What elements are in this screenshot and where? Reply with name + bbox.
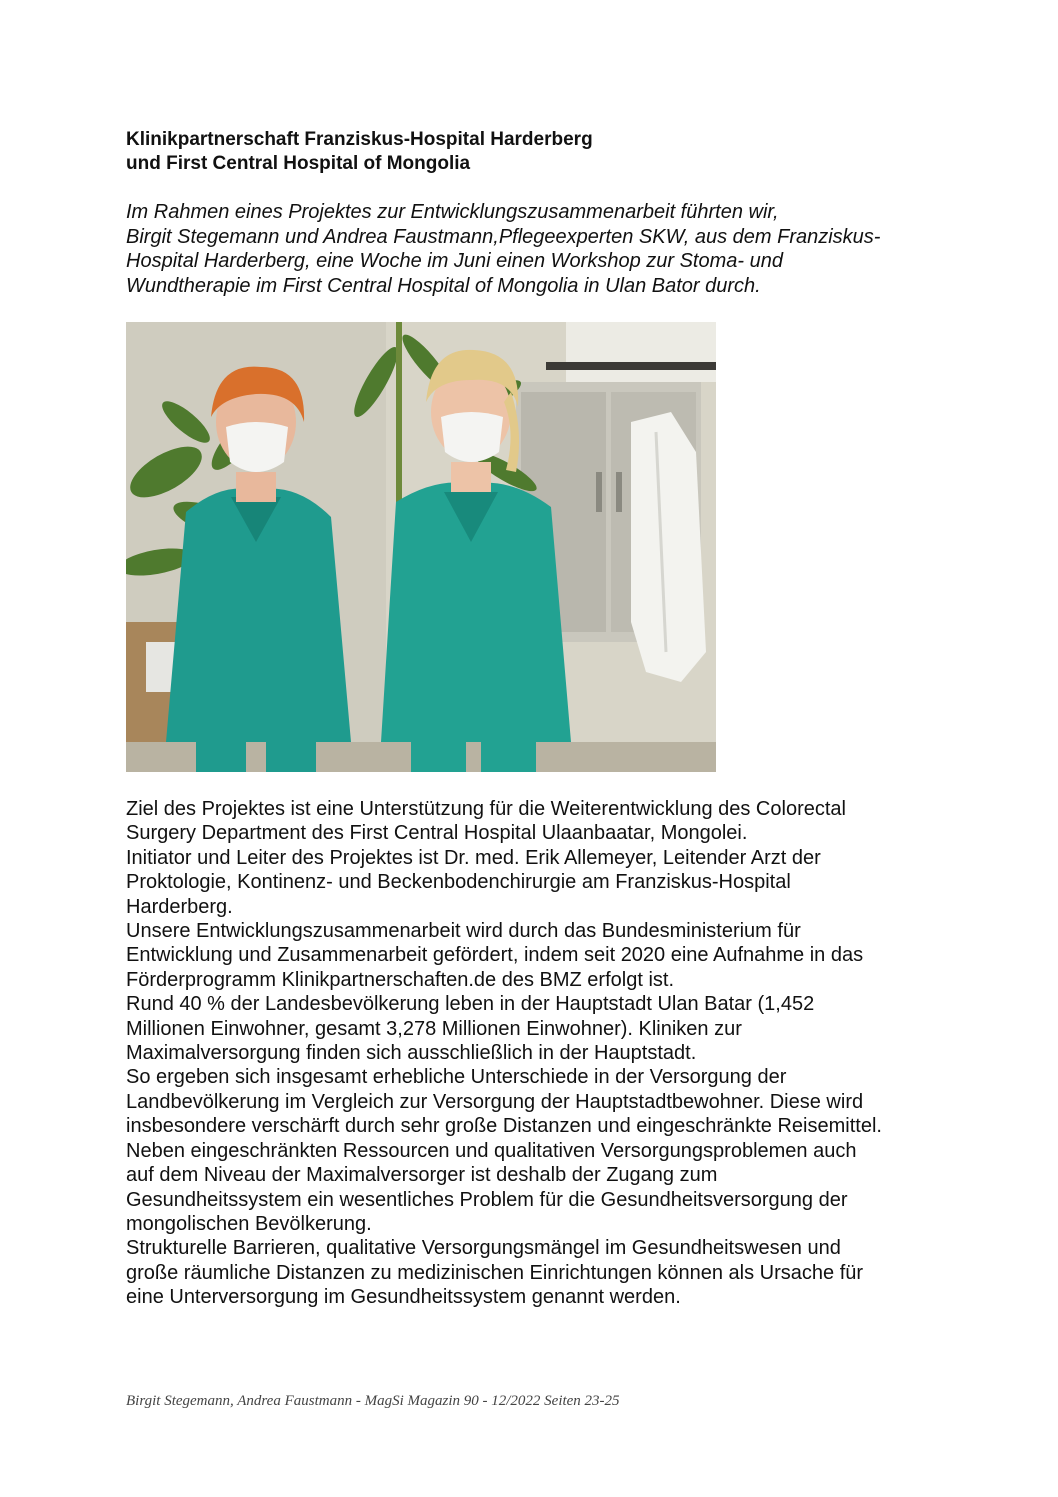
intro-paragraph — [126, 200, 966, 298]
body-line: insbesondere verschärft durch sehr große Distanzen und eingeschränkte Reisemittel. — [126, 1115, 882, 1138]
body-line: Harderberg. — [126, 895, 233, 918]
page-footer: Birgit Stegemann, Andrea Faustmann - MagSi Magazin 90 - 12/2022 Seiten 23-25 — [126, 1393, 620, 1409]
article-title-line-1: Klinikpartnerschaft Franziskus-Hospital Harderberg — [126, 129, 593, 150]
intro-line: Birgit Stegemann und Andrea Faustmann,Pflegeexperten SKW, aus dem Franziskus- — [126, 225, 881, 248]
article-title-line-2: und First Central Hospital of Mongolia — [126, 153, 471, 174]
body-line: Maximalversorgung finden sich ausschließlich in der Hauptstadt. — [126, 1042, 697, 1065]
body-line: Unsere Entwicklungszusammenarbeit wird durch das Bundesministerium für — [126, 920, 801, 943]
body-line: Gesundheitssystem ein wesentliches Problem für die Gesundheitsversorgung der — [126, 1188, 848, 1211]
intro-line: Hospital Harderberg, eine Woche im Juni einen Workshop zur Stoma- und — [126, 250, 783, 272]
body-line: Landbevölkerung im Vergleich zur Versorgung der Hauptstadtbewohner. Diese wird — [126, 1090, 864, 1113]
intro-line: Wundtherapie im First Central Hospital of Mongolia in Ulan Bator durch. — [126, 274, 761, 297]
body-line: Entwicklung und Zusammenarbeit gefördert, indem seit 2020 eine Aufnahme in das — [126, 944, 864, 967]
intro-line: Im Rahmen eines Projektes zur Entwicklungszusammenarbeit führten wir, — [126, 201, 779, 223]
body-line: eine Unterversorgung im Gesundheitssystem genannt werden. — [126, 1286, 681, 1309]
body-line: Surgery Department des First Central Hospital Ulaanbaatar, Mongolei. — [126, 822, 748, 845]
body-line: Initiator und Leiter des Projektes ist Dr. med. Erik Allemeyer, Leitender Arzt der — [126, 846, 821, 869]
body-line: Ziel des Projektes ist eine Unterstützung für die Weiterentwicklung des Colorectal — [126, 798, 846, 820]
article-title — [126, 128, 946, 176]
body-line: Strukturelle Barrieren, qualitative Versorgungsmängel im Gesundheitswesen und — [126, 1237, 841, 1260]
body-line: große räumliche Distanzen zu medizinischen Einrichtungen können als Ursache für — [126, 1261, 864, 1284]
photo-two-nurses-in-scrubs — [126, 322, 716, 772]
body-line: Neben eingeschränkten Ressourcen und qualitativen Versorgungsproblemen auch — [126, 1139, 857, 1162]
body-line: Förderprogramm Klinikpartnerschaften.de des BMZ erfolgt ist. — [126, 968, 674, 991]
body-line: auf dem Niveau der Maximalversorger ist deshalb der Zugang zum — [126, 1164, 718, 1187]
body-line: Proktologie, Kontinenz- und Beckenbodenchirurgie am Franziskus-Hospital — [126, 871, 791, 894]
body-line: mongolischen Bevölkerung. — [126, 1212, 372, 1235]
body-line: So ergeben sich insgesamt erhebliche Unterschiede in der Versorgung der — [126, 1066, 787, 1089]
body-line: Rund 40 % der Landesbevölkerung leben in der Hauptstadt Ulan Batar (1,452 — [126, 993, 815, 1016]
article-photo — [126, 322, 716, 772]
body-line: Millionen Einwohner, gesamt 3,278 Millionen Einwohner). Kliniken zur — [126, 1017, 742, 1040]
body-paragraph — [126, 797, 946, 1310]
